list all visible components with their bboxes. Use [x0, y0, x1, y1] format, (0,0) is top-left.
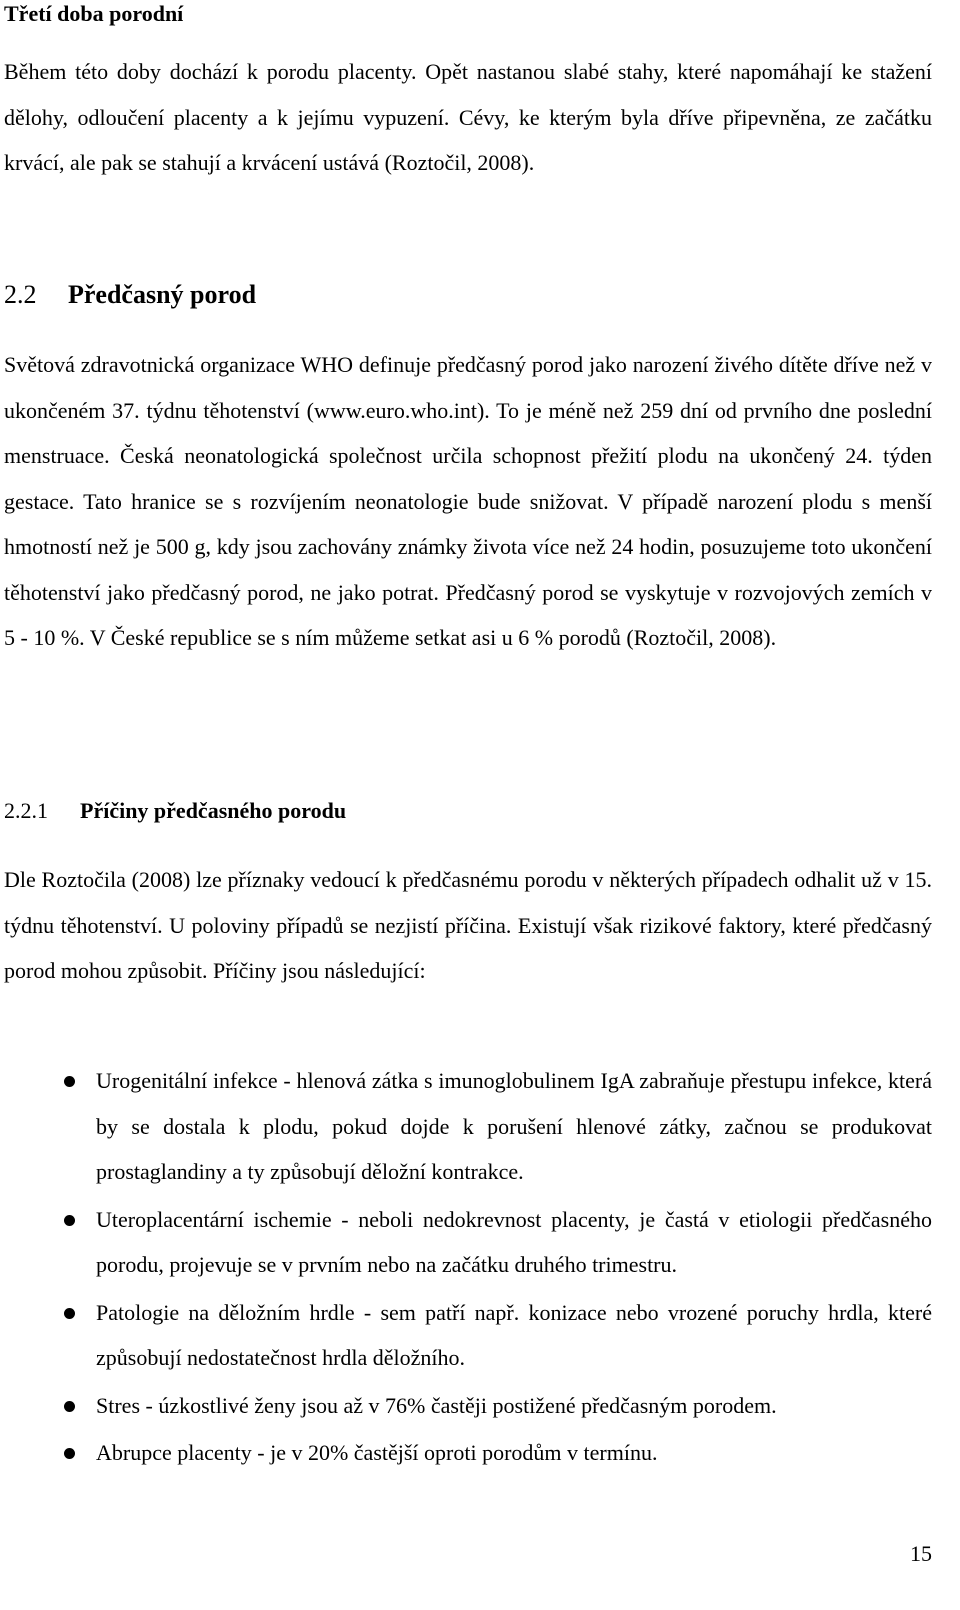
- section-title: Příčiny předčasného porodu: [80, 798, 347, 823]
- section-number: 2.2.1: [4, 798, 48, 823]
- list-item: [4, 1430, 932, 1476]
- bullet-icon: [64, 1076, 75, 1087]
- section-heading-2-2: [4, 279, 256, 311]
- section-heading-2-2-1: [4, 797, 346, 825]
- list-item-text: Abrupce placenty - je v 20% častější oproti porodům v termínu.: [96, 1440, 658, 1465]
- list-item-text: Urogenitální infekce - hlenová zátka s imunoglobulinem IgA zabraňuje přestupu infekce, která by se dostala k plodu, pokud dojde k porušení hlenové zátky, začnou se produkovat prostaglandiny a ty způsobují děložní kontrakce.: [96, 1068, 932, 1184]
- section-number: 2.2: [4, 280, 37, 309]
- section-title: Předčasný porod: [68, 280, 257, 309]
- bullet-icon: [64, 1401, 75, 1412]
- paragraph-premature-birth: Světová zdravotnická organizace WHO definuje předčasný porod jako narození živého dítěte dříve než v ukončeném 37. týdnu těhotenství (www.euro.who.int). To je méně než 259 dní od prvního dne poslední menstruace. Česká neonatologická společnost určila schopnost přežití plodu na ukončený 24. týden gestace. Tato hranice se s rozvíjením neonatologie bude snižovat. V případě narození plodu s menší hmotností než je 500 g, kdy jsou zachovány známky života více než 24 hodin, posuzujeme toto ukončení těhotenství jako předčasný porod, ne jako potrat. Předčasný porod se vyskytuje v rozvojových zemích v 5 - 10 %. V České republice se s ním můžeme setkat asi u 6 % porodů (Roztočil, 2008).: [4, 352, 932, 650]
- list-item-text: Stres - úzkostlivé ženy jsou až v 76% častěji postižené předčasným porodem.: [96, 1392, 777, 1418]
- bullet-icon: [64, 1308, 75, 1319]
- bullet-icon: [64, 1215, 75, 1226]
- subheading-third-stage: Třetí doba porodní: [4, 1, 184, 26]
- bullet-icon: [64, 1448, 75, 1459]
- list-item: [4, 1197, 932, 1288]
- list-item: [4, 1290, 932, 1381]
- list-item: [4, 1058, 932, 1195]
- list-item-text: Uteroplacentární ischemie - neboli nedokrevnost placenty, je častá v etiologii předčasného porodu, projevuje se v prvním nebo na začátku druhého trimestru.: [96, 1206, 932, 1277]
- paragraph-causes: Dle Roztočila (2008) lze příznaky vedoucí k předčasnému porodu v některých případech odhalit už v 15. týdnu těhotenství. U poloviny případů se nezjistí příčina. Existují však rizikové faktory, které předčasný porod mohou způsobit. Příčiny jsou následující:: [4, 867, 932, 983]
- list-item-text: Patologie na děložním hrdle - sem patří např. konizace nebo vrozené poruchy hrdla, které způsobují nedostatečnost hrdla děložního.: [96, 1299, 932, 1370]
- causes-list: [4, 1058, 932, 1478]
- paragraph-third-stage: Během této doby dochází k porodu placenty. Opět nastanou slabé stahy, které napomáhají ke stažení dělohy, odloučení placenty a k jejímu vypuzení. Cévy, ke kterým byla dříve připevněna, ze začátku krvácí, ale pak se stahují a krvácení ustává (Roztočil, 2008).: [4, 59, 932, 175]
- page-number: 15: [910, 1541, 932, 1566]
- list-item: [4, 1383, 932, 1429]
